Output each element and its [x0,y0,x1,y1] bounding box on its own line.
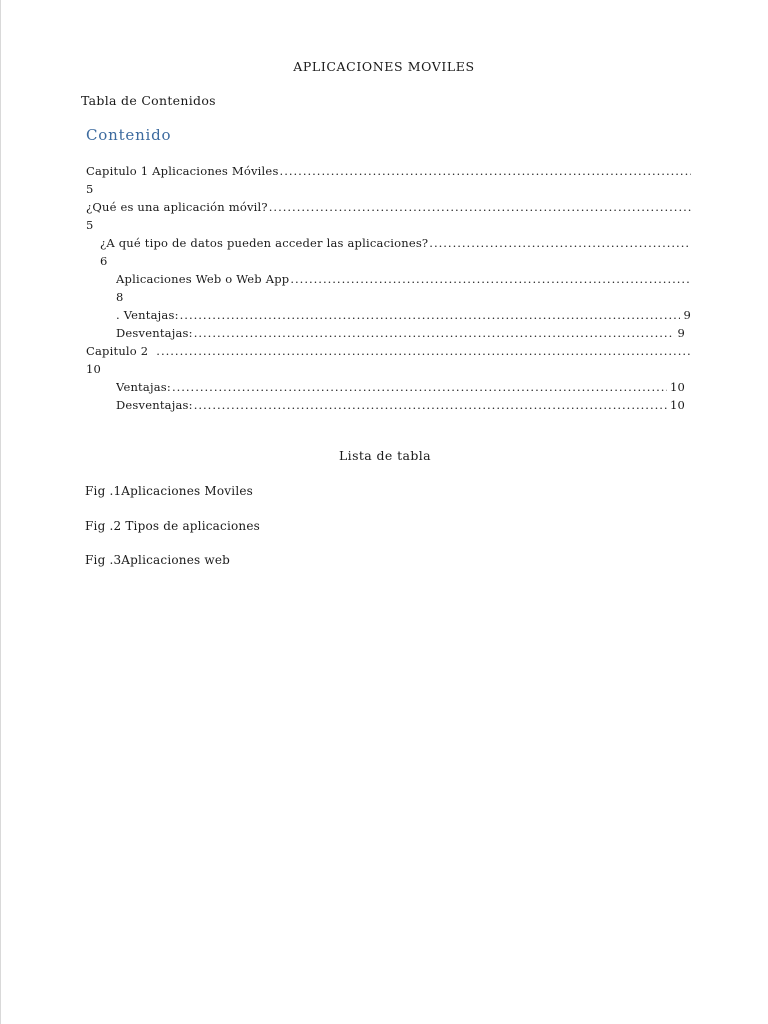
toc-entry[interactable] [86,198,691,234]
toc-entry[interactable] [86,234,691,270]
toc-entry[interactable] [86,162,691,198]
toc-entry[interactable] [86,324,691,342]
toc-entry[interactable] [86,306,691,324]
toc-leader-dots [194,396,667,414]
toc-entry-label: Capitulo 2 [86,344,149,358]
figure-list [85,483,260,587]
toc-entry-label: Aplicaciones Web o Web App [116,272,290,286]
toc-entry-page: 8 [116,290,124,304]
document-title: APLICACIONES MOVILES [293,59,475,74]
toc-entry-label: Ventajas: [116,380,171,394]
toc-heading: Tabla de Contenidos [81,93,216,108]
toc-leader-dots [172,378,667,396]
toc-entry-page: 9 [683,308,691,322]
toc-entry-label: ¿Qué es una aplicación móvil? [86,200,268,214]
contents-heading: Contenido [86,126,172,144]
toc-entry-page: 9 [677,326,685,340]
figure-list-item[interactable]: Fig .3Aplicaciones web [85,553,231,567]
toc-entry-page: 10 [86,362,102,376]
toc-leader-dots [269,198,691,216]
toc-entry[interactable] [86,378,691,396]
toc-entry-label: Desventajas: [116,326,193,340]
toc-entry-page: 10 [669,398,685,412]
toc-leader-dots [290,270,691,288]
toc-entry-page: 6 [100,254,108,268]
toc-leader-dots [156,342,691,360]
toc-entry[interactable] [86,396,691,414]
toc-entry-page: 5 [86,182,94,196]
toc-entry-page: 10 [669,380,685,394]
table-of-contents [86,162,691,414]
toc-entry-label: Capitulo 1 Aplicaciones Móviles [86,164,279,178]
toc-entry-label: . Ventajas: [116,308,179,322]
toc-entry[interactable] [86,342,691,378]
figure-list-item[interactable]: Fig .2 Tipos de aplicaciones [85,518,261,533]
toc-entry-label: ¿A qué tipo de datos pueden acceder las aplicaciones? [100,236,429,250]
toc-leader-dots [280,162,691,180]
toc-entry-page: 5 [86,218,94,232]
figure-list-heading: Lista de tabla [338,448,432,463]
toc-leader-dots [194,324,675,342]
toc-leader-dots [180,306,681,324]
toc-entry-label: Desventajas: [116,398,193,412]
toc-entry[interactable] [86,270,691,306]
toc-leader-dots [429,234,691,252]
figure-list-item[interactable]: Fig .1Aplicaciones Moviles [85,484,254,498]
